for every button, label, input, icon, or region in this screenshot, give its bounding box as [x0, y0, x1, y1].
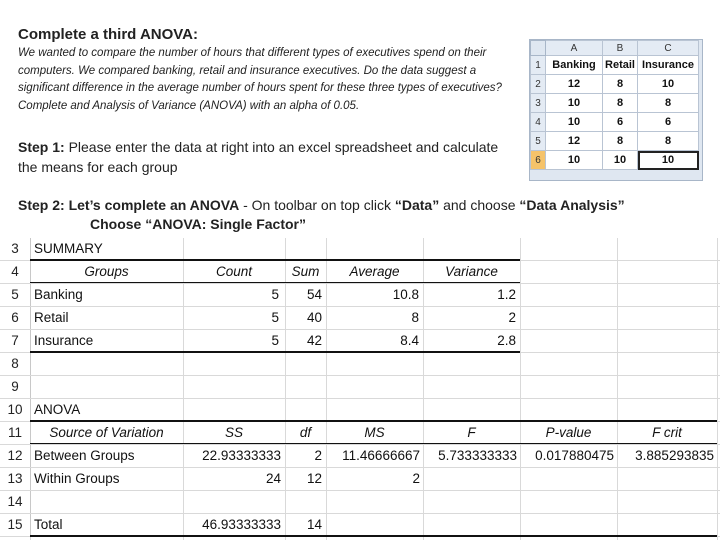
step-1: [18, 137, 518, 177]
total-df[interactable]: 14: [306, 517, 322, 532]
grid-cell[interactable]: 10: [546, 113, 603, 132]
grid-cell[interactable]: Banking: [546, 56, 603, 75]
sheet-row[interactable]: [0, 284, 720, 307]
sheet-row[interactable]: [0, 330, 720, 353]
summary-count[interactable]: 5: [271, 333, 279, 348]
anova-header-p-value[interactable]: P-value: [545, 425, 592, 440]
anova-df[interactable]: 2: [314, 448, 322, 463]
anova-header-rule: [30, 443, 717, 444]
row-number[interactable]: 3: [0, 238, 31, 260]
column-header-c[interactable]: C: [638, 41, 699, 56]
step-1-label: Step 1:: [18, 139, 65, 155]
column-header-b[interactable]: B: [603, 41, 638, 56]
row-number[interactable]: 12: [0, 445, 31, 467]
anova-top-rule: [30, 420, 717, 422]
anova-header-df[interactable]: df: [299, 425, 312, 440]
anova-header-source[interactable]: Source of Variation: [49, 425, 164, 440]
row-number[interactable]: 6: [0, 307, 31, 329]
summary-label[interactable]: SUMMARY: [34, 241, 103, 256]
grid-cell[interactable]: 12: [546, 132, 603, 151]
slide-heading: Complete a third ANOVA:: [18, 26, 199, 43]
anova-source[interactable]: Between Groups: [34, 448, 135, 463]
summary-bottom-rule: [30, 351, 520, 353]
sheet-row[interactable]: [0, 468, 720, 491]
anova-ss[interactable]: 24: [265, 471, 281, 486]
summary-header-count[interactable]: Count: [215, 264, 253, 279]
grid-cell[interactable]: Retail: [603, 56, 638, 75]
sheet-row[interactable]: [0, 307, 720, 330]
sheet-row[interactable]: [0, 353, 720, 376]
summary-header-groups[interactable]: Groups: [84, 264, 129, 279]
grid-corner[interactable]: [531, 41, 546, 56]
row-number[interactable]: 9: [0, 376, 31, 398]
anova-f-crit[interactable]: 3.885293835: [635, 448, 714, 463]
row-number[interactable]: 11: [0, 422, 31, 444]
row-number[interactable]: 7: [0, 330, 31, 352]
row-number[interactable]: 4: [0, 261, 31, 283]
anova-p-value[interactable]: 0.017880475: [535, 448, 614, 463]
sheet-row[interactable]: [0, 399, 720, 422]
anova-header-f[interactable]: F: [467, 425, 476, 440]
step-2-data-analysis: “Data Analysis”: [519, 197, 625, 213]
column-header-a[interactable]: A: [546, 41, 603, 56]
summary-group-name[interactable]: Insurance: [34, 333, 94, 348]
anova-output-sheet: [0, 238, 720, 540]
anova-f[interactable]: 5.733333333: [438, 448, 517, 463]
step-2-label: Step 2: Let’s complete an ANOVA: [18, 197, 240, 213]
grid-cell[interactable]: 8: [603, 132, 638, 151]
row-header[interactable]: 4: [531, 113, 546, 132]
sheet-row[interactable]: [0, 491, 720, 514]
step-2-text: - On toolbar on top click: [239, 197, 395, 213]
sheet-row[interactable]: [0, 261, 720, 284]
anova-header-ss[interactable]: SS: [224, 425, 243, 440]
total-label[interactable]: Total: [34, 517, 63, 532]
anova-df[interactable]: 12: [306, 471, 322, 486]
grid-cell[interactable]: 8: [638, 94, 699, 113]
sheet-row[interactable]: [0, 514, 720, 537]
total-ss[interactable]: 46.93333333: [202, 517, 281, 532]
grid-cell[interactable]: 10: [546, 151, 603, 170]
row-header-selected[interactable]: 6: [531, 151, 546, 170]
summary-variance[interactable]: 2.8: [497, 333, 516, 348]
grid-cell[interactable]: 10: [603, 151, 638, 170]
step-2-data-menu: “Data”: [394, 197, 440, 213]
row-number[interactable]: 14: [0, 491, 31, 513]
row-number[interactable]: 5: [0, 284, 31, 306]
mini-data-grid: [529, 39, 703, 181]
summary-header-sum[interactable]: Sum: [291, 264, 320, 279]
sheet-row[interactable]: [0, 445, 720, 468]
sheet-row[interactable]: [0, 422, 720, 445]
row-number[interactable]: 15: [0, 514, 31, 536]
step-2: [18, 196, 658, 234]
summary-sum[interactable]: 54: [306, 287, 322, 302]
anova-label[interactable]: ANOVA: [34, 402, 81, 417]
summary-top-rule: [30, 259, 520, 261]
summary-header-variance[interactable]: Variance: [445, 264, 498, 279]
anova-ms[interactable]: 2: [412, 471, 420, 486]
anova-bottom-rule: [30, 535, 717, 537]
grid-cell-selected[interactable]: 10: [638, 151, 699, 170]
summary-count[interactable]: 5: [271, 310, 279, 325]
row-number[interactable]: 13: [0, 468, 31, 490]
step-1-text: Please enter the data at right into an excel spreadsheet and calculate the means for each group: [18, 139, 499, 175]
row-header[interactable]: 3: [531, 94, 546, 113]
sheet-row[interactable]: [0, 376, 720, 399]
row-number[interactable]: 8: [0, 353, 31, 375]
instruction-slide: [0, 0, 720, 234]
summary-header-average[interactable]: Average: [349, 264, 400, 279]
anova-header-f-crit[interactable]: F crit: [652, 425, 682, 440]
sheet-row[interactable]: [0, 238, 720, 261]
anova-source[interactable]: Within Groups: [34, 471, 120, 486]
summary-variance[interactable]: 2: [508, 310, 516, 325]
row-header[interactable]: 2: [531, 75, 546, 94]
summary-header-rule: [30, 282, 520, 283]
summary-sum[interactable]: 40: [306, 310, 322, 325]
anova-ms[interactable]: 11.46666667: [342, 448, 420, 463]
summary-group-name[interactable]: Banking: [34, 287, 83, 302]
grid-cell[interactable]: 8: [603, 94, 638, 113]
grid-cell[interactable]: 12: [546, 75, 603, 94]
grid-cell[interactable]: 8: [638, 132, 699, 151]
anova-ss[interactable]: 22.93333333: [202, 448, 281, 463]
anova-header-ms[interactable]: MS: [364, 425, 385, 440]
grid-cell[interactable]: 10: [546, 94, 603, 113]
row-header[interactable]: 5: [531, 132, 546, 151]
summary-average[interactable]: 8: [411, 310, 419, 325]
summary-average[interactable]: 8.4: [400, 333, 419, 348]
row-header[interactable]: 1: [531, 56, 546, 75]
summary-group-name[interactable]: Retail: [34, 310, 69, 325]
grid-cell[interactable]: 10: [638, 75, 699, 94]
intro-paragraph: We wanted to compare the number of hours that different types of executives spend on their computers. We compared banking, retail and insurance executives. Do the data suggest a significant difference in the average number of hours spent for these three types of executives? Complete and Analysis of Variance (ANOVA) with an alpha of 0.05.: [18, 47, 502, 112]
grid-cell[interactable]: 8: [603, 75, 638, 94]
step-2-line-2: Choose “ANOVA: Single Factor”: [90, 216, 306, 232]
grid-cell[interactable]: 6: [638, 113, 699, 132]
summary-average[interactable]: 10.8: [392, 287, 419, 302]
grid-cell[interactable]: Insurance: [638, 56, 699, 75]
step-2-and: and choose: [439, 197, 520, 213]
summary-variance[interactable]: 1.2: [497, 287, 516, 302]
summary-count[interactable]: 5: [271, 287, 279, 302]
row-number[interactable]: 10: [0, 399, 31, 421]
summary-sum[interactable]: 42: [306, 333, 322, 348]
grid-cell[interactable]: 6: [603, 113, 638, 132]
